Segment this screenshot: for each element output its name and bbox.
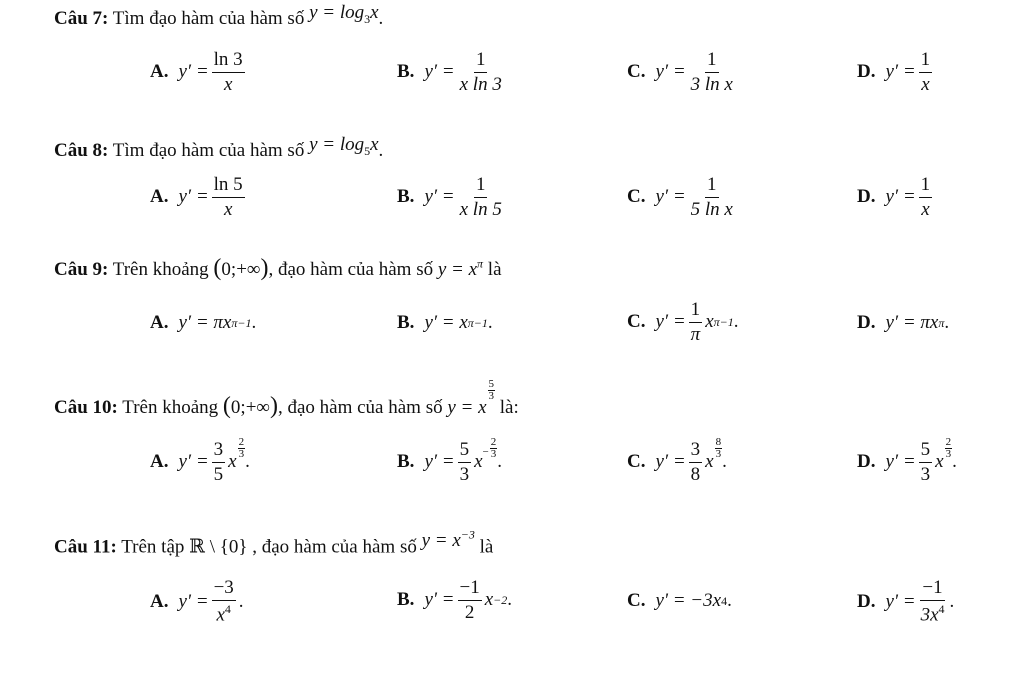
q9-option-d[interactable]: D. y′ = πx π . <box>857 312 950 333</box>
question-9-title: Câu 9: Trên khoảng (0;+∞), đạo hàm của hàm số $y = x^\pi$ là <box>54 255 502 281</box>
q11-option-b[interactable]: B. y' = $\frac{-1}{2}$ x −2 . <box>397 577 513 623</box>
question-text: Tìm đạo hàm của hàm số <box>108 140 310 161</box>
question-11-title: Câu 11: Trên tập ℝ \ {0} , đạo hàm của hàm số $y = x^{-3}$ là <box>54 528 494 558</box>
function-expression: $y = \log_5x$ <box>309 134 379 158</box>
question-10-title: Câu 10: Trên khoảng (0;+∞), đạo hàm của hàm số y = x $\frac{5}{3}$ là: <box>54 378 519 419</box>
function-expression: $y = x^\pi$ <box>437 256 484 280</box>
question-label: Câu 11: <box>54 536 117 558</box>
q10-option-d[interactable]: D. y′ = $\frac{5}{3}$ x 2 3 . <box>857 435 957 485</box>
q8-option-d[interactable]: D. y′ = $\frac{1}{x}$ <box>857 174 931 220</box>
question-label: Câu 9: <box>54 259 109 280</box>
q11-option-a[interactable]: A. y' = $\frac{-3}{x^4}$ . <box>150 577 244 626</box>
q7-option-d[interactable]: D. y′ = $\frac{1}{x}$ <box>857 49 931 95</box>
q10-option-a[interactable]: A. y′ = $\frac{3}{5}$ x 2 3 . <box>150 435 250 485</box>
q9-option-c[interactable]: C. y′ = $\frac{1}{\pi}$ x π−1 . <box>627 299 739 345</box>
q10-option-b[interactable]: B. y′ = $\frac{5}{3}$ x − $\frac{2}{3}$ . <box>397 435 503 485</box>
function-expression: $y = \log_3x$ <box>309 2 379 26</box>
interval: 0;+∞ <box>230 397 270 418</box>
q10-option-c[interactable]: C. y′ = $\frac{3}{8}$ x 8 3 . <box>627 435 727 485</box>
function-expression: y = x $\frac{5}{3}$ <box>447 378 495 418</box>
question-label: Câu 10: <box>54 397 118 418</box>
question-label: Câu 7: <box>54 8 109 29</box>
q9-option-b[interactable]: B. y′ = x π−1 . <box>397 312 493 333</box>
interval: 0;+∞ <box>221 259 261 280</box>
q8-option-c[interactable]: C. y′ = $\frac{1}{\text{5 ln x}}$ <box>627 174 733 220</box>
q7-option-c[interactable]: C. y′ = $\frac{1}{\text{3 ln x}}$ <box>627 49 733 95</box>
question-label: Câu 8: <box>54 140 109 161</box>
q7-option-b[interactable]: B. y′ = $\frac{1}{\text{x ln 3}}$ <box>397 49 502 95</box>
question-7-title: Câu 7: Tìm đạo hàm của hàm số $y = \log_3x$. <box>54 2 384 29</box>
q9-option-a[interactable]: A. y′ = πx π−1 . <box>150 312 257 333</box>
function-expression: $y = x^{-3}$ <box>421 528 475 552</box>
question-text: Tìm đạo hàm của hàm số <box>108 8 310 29</box>
question-8-title: Câu 8: Tìm đạo hàm của hàm số $y = \log_5x$. <box>54 134 384 161</box>
q11-option-d[interactable]: D. y' = $\frac{-1}{3x^4}$ . <box>857 577 955 626</box>
q8-option-b[interactable]: B. y′ = $\frac{1}{\text{x ln 5}}$ <box>397 174 502 220</box>
q8-option-a[interactable]: A. y′ = $\frac{\ln 5}{x}$ <box>150 174 243 220</box>
q7-option-a[interactable]: A. y′ = $\frac{\ln 3}{x}$ <box>150 49 243 95</box>
set-expression: ℝ \ {0} <box>189 536 248 558</box>
q11-option-c[interactable]: C. y' = −3x 4 . <box>627 590 732 611</box>
